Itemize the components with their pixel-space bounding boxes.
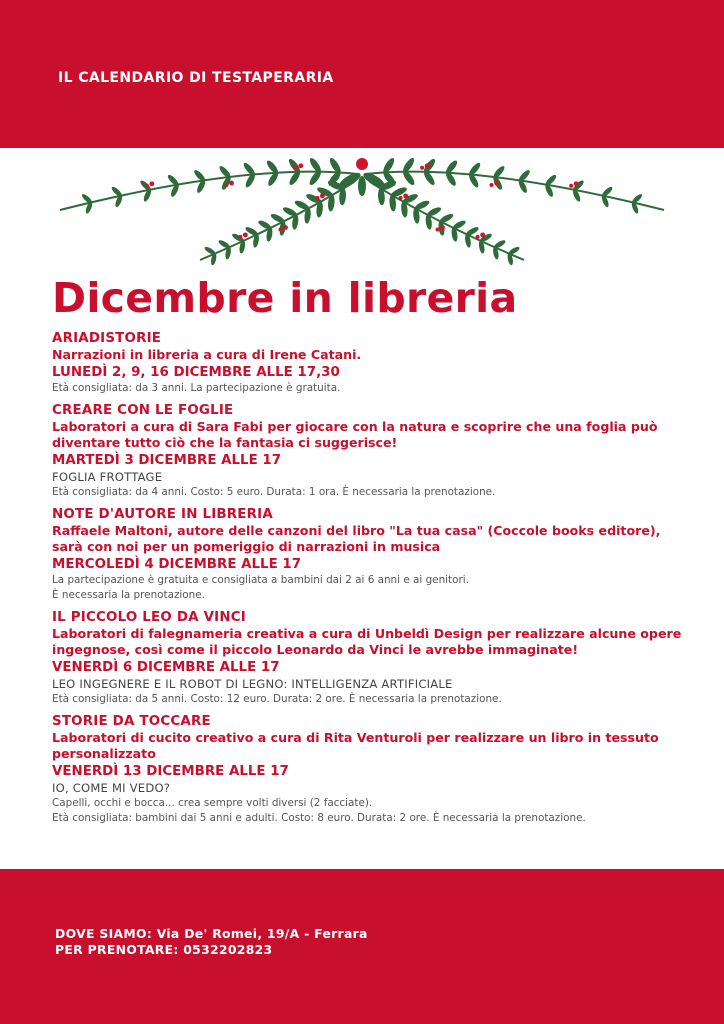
event-date: LUNEDÌ 2, 9, 16 DICEMBRE ALLE 17,30 xyxy=(52,364,340,380)
leaf xyxy=(203,245,216,256)
event-title: STORIE DA TOCCARE xyxy=(52,713,211,729)
event-description: Raffaele Maltoni, autore delle canzoni del libro "La tua casa" (Coccole books editore), sarà con noi per un pomeriggio di narrazioni in musica xyxy=(52,522,661,554)
event-description: Laboratori di falegnameria creativa a cura di Unbeldì Design per realizzare alcune opere ingegnose, così come il piccolo Leonardo da Vinci le avrebbe immaginate! xyxy=(52,625,682,657)
berry xyxy=(294,166,298,170)
event-info: Età consigliata: bambini dai 5 anni e adulti. Costo: 8 euro. Durata: 2 ore. È necessaria la prenotazione. xyxy=(52,811,586,824)
event-item xyxy=(52,713,682,826)
event-date: MERCOLEDÌ 4 DICEMBRE ALLE 17 xyxy=(52,556,302,572)
center-berry xyxy=(356,158,368,170)
berry xyxy=(315,196,319,200)
berry xyxy=(480,232,485,237)
event-subtitle: LEO INGEGNERE E IL ROBOT DI LEGNO: INTELLIGENZA ARTIFICIALE xyxy=(52,676,453,691)
leaf xyxy=(270,212,286,224)
event-item xyxy=(52,330,682,396)
leaf xyxy=(257,219,272,231)
event-description: Laboratori a cura di Sara Fabi per giocare con la natura e scoprire che una foglia può diventare tutto ciò che la fantasia ci suggerisce! xyxy=(52,418,658,450)
berry xyxy=(436,228,440,232)
event-item xyxy=(52,609,682,707)
event-info: È necessaria la prenotazione. xyxy=(52,588,205,601)
berry xyxy=(494,181,499,186)
event-title: IL PICCOLO LEO DA VINCI xyxy=(52,609,246,625)
berry xyxy=(490,183,494,187)
event-item xyxy=(52,506,682,603)
event-info: Età consigliata: da 3 anni. La partecipazione è gratuita. xyxy=(52,381,341,394)
page-title: Dicembre in libreria xyxy=(52,274,518,322)
berry xyxy=(238,235,242,239)
leaf xyxy=(231,232,245,243)
berry xyxy=(283,225,288,230)
events-list xyxy=(52,330,682,832)
event-item xyxy=(52,402,682,500)
event-subtitle: FOGLIA FROTTAGE xyxy=(52,469,163,484)
berry xyxy=(476,235,480,239)
berry xyxy=(298,163,303,168)
event-info: Età consigliata: da 5 anni. Costo: 12 euro. Durata: 2 ore. È necessaria la prenotazione. xyxy=(52,692,502,705)
address-line: DOVE SIAMO: Via De' Romei, 19/A - Ferrara xyxy=(55,926,368,941)
event-title: NOTE D'AUTORE IN LIBRERIA xyxy=(52,506,273,522)
event-title: ARIADISTORIE xyxy=(52,331,162,346)
event-subtitle: IO, COME MI VEDO? xyxy=(52,780,171,795)
event-info: Capelli, occhi e bocca... crea sempre volti diversi (2 facciate). xyxy=(52,796,373,809)
leaf xyxy=(217,239,231,250)
berry xyxy=(440,225,445,230)
berry xyxy=(229,181,234,186)
event-title: CREARE CON LE FOGLIE xyxy=(52,402,234,418)
berry xyxy=(279,228,283,232)
garland-decoration xyxy=(50,152,674,268)
berry xyxy=(243,232,248,237)
berry xyxy=(403,193,408,198)
berry xyxy=(569,184,573,188)
header-band xyxy=(0,0,724,148)
event-info: Età consigliata: da 4 anni. Costo: 5 euro. Durata: 1 ora. È necessaria la prenotazione. xyxy=(52,485,496,498)
berry xyxy=(425,163,430,168)
brand-title: IL CALENDARIO DI TESTAPERARIA xyxy=(58,70,334,86)
event-info: La partecipazione è gratuita e consigliata a bambini dai 2 ai 6 anni e ai genitori. xyxy=(52,573,469,586)
footer-band xyxy=(0,869,724,1024)
berry xyxy=(320,193,325,198)
berry xyxy=(149,181,154,186)
berry xyxy=(399,196,403,200)
berry xyxy=(574,181,579,186)
booking-line: PER PRENOTARE: 0532202823 xyxy=(55,942,273,957)
event-description: Narrazioni in libreria a cura di Irene Catani. xyxy=(52,347,362,362)
berry xyxy=(145,184,149,188)
berry xyxy=(225,183,229,187)
event-description: Laboratori di cucito creativo a cura di Rita Venturoli per realizzare un libro in tessuto personalizzato xyxy=(52,729,659,761)
event-date: VENERDÌ 13 DICEMBRE ALLE 17 xyxy=(52,763,289,779)
berry xyxy=(420,166,424,170)
event-date: MARTEDÌ 3 DICEMBRE ALLE 17 xyxy=(52,452,282,468)
event-date: VENERDÌ 6 DICEMBRE ALLE 17 xyxy=(52,659,280,675)
